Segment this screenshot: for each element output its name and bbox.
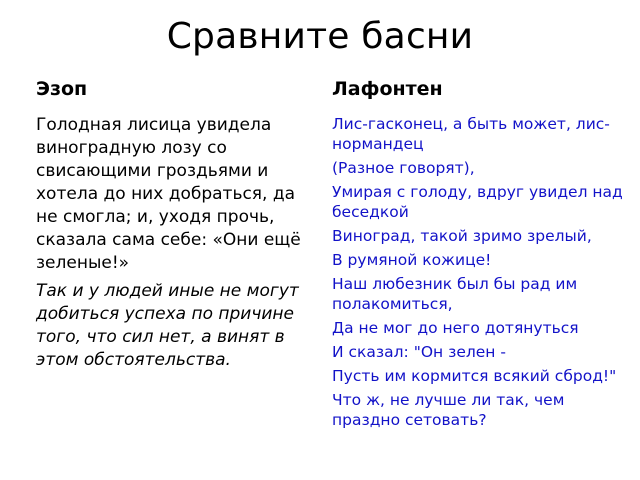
- aesop-fable-text: Голодная лисица увидела виноградную лозу со свисающими гроздьями и хотела до них добраться, да не смогла; и, уходя прочь, сказала сама себе: «Они ещё зеленые!»: [36, 115, 301, 273]
- verse-line: Да не мог до него дотянуться: [332, 319, 579, 337]
- verse-line: (Разное говорят),: [332, 159, 475, 177]
- aesop-heading: Эзоп: [36, 78, 88, 100]
- aesop-column: [36, 76, 312, 377]
- verse-line: Что ж, не лучше ли так, чем праздно сетовать?: [332, 391, 565, 429]
- verse-line: Умирая с голоду, вдруг увидел над беседкой: [332, 183, 623, 221]
- verse-line: Виноград, такой зримо зрелый,: [332, 227, 592, 245]
- aesop-moral-text: Так и у людей иные не могут добиться успеха по причине того, что сил нет, а винят в этом обстоятельства.: [36, 281, 299, 370]
- verse-line: Наш любезник был бы рад им полакомиться,: [332, 275, 578, 313]
- verse-line: Лис-гасконец, а быть может, лис-нормандец: [332, 115, 610, 153]
- verse-line: В румяной кожице!: [332, 251, 492, 269]
- lafontaine-column: [332, 76, 632, 434]
- verse-line: И сказал: "Он зелен -: [332, 343, 506, 361]
- lafontaine-heading: Лафонтен: [332, 78, 443, 100]
- verse-line: Пусть им кормится всякий сброд!": [332, 367, 617, 385]
- slide-title: Сравните басни: [166, 16, 474, 57]
